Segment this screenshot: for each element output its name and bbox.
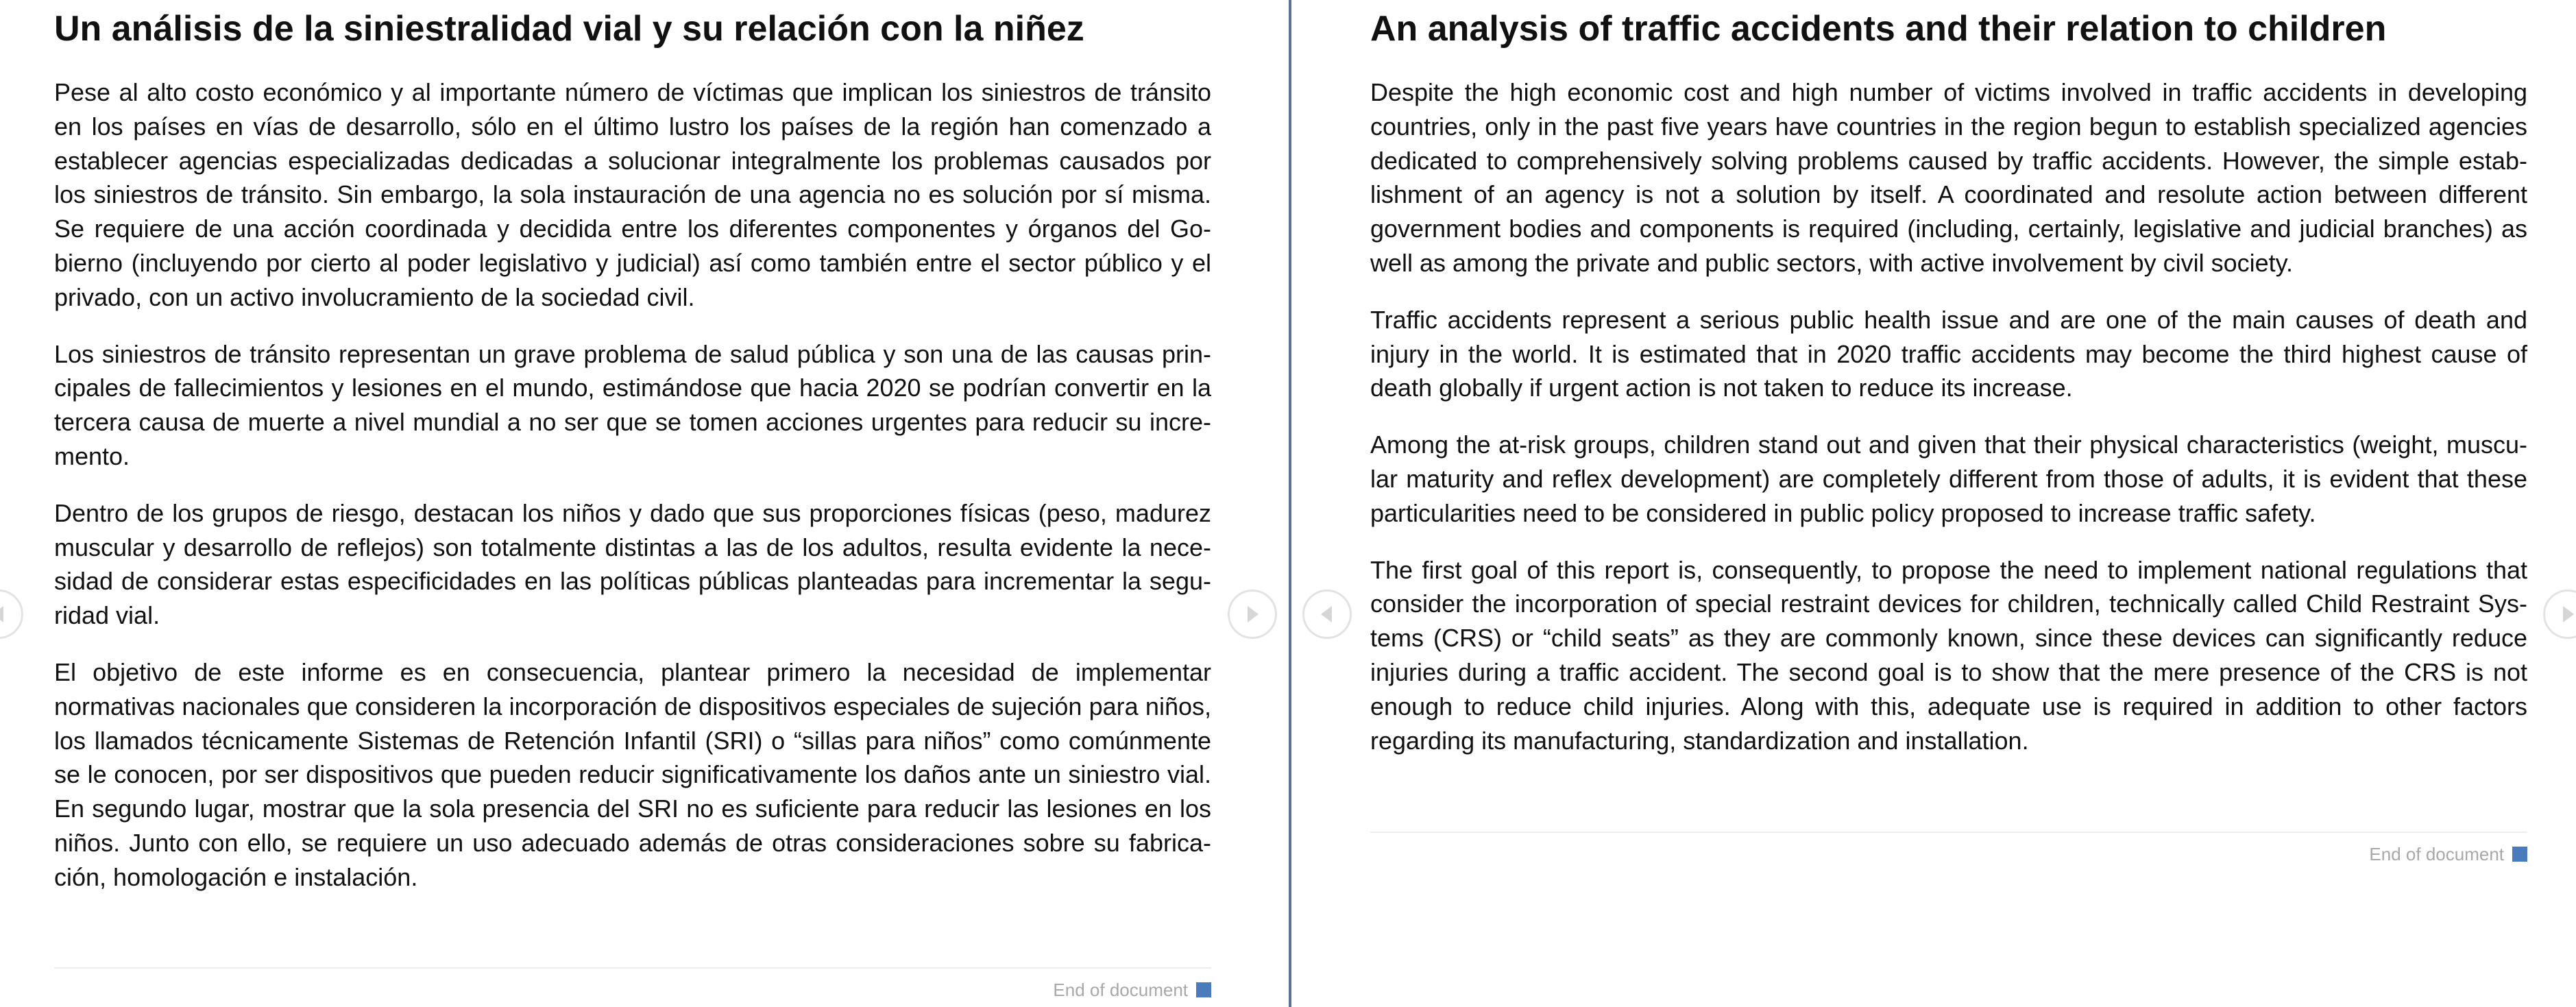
left-end-of-document-label: End of document bbox=[1053, 980, 1188, 1000]
right-document-footer bbox=[1370, 832, 2527, 867]
left-paragraph-4: El objetivo de este informe es en consecuencia, plantear primero la necesidad de implementar normativas nacionales que consideren la incorporación de dispositivos especiales de sujeción para niños, los llamados técnicamente Sistemas de Retención Infantil (SRI) o “sillas para niños” como comúnmente se le conocen, por ser dispositivos que pueden reducir significativamente los daños ante un siniestro vial. En segundo lugar, mostrar que la sola presencia del SRI no es suficiente para reducir las lesiones en los niños. Junto con ello, se requiere un uso adecuado además de otras consideraciones sobre su fabricación, homologación e instalación. bbox=[54, 657, 1211, 891]
right-document bbox=[1370, 0, 2527, 757]
right-pane-prev-button[interactable] bbox=[1302, 590, 1352, 639]
left-document bbox=[54, 0, 1211, 895]
right-end-of-document-label: End of document bbox=[2369, 844, 2504, 864]
end-of-document-marker-icon bbox=[1196, 982, 1211, 997]
chevron-left-icon bbox=[1318, 604, 1336, 624]
right-paragraph-4: The first goal of this report is, consequently, to propose the need to implement national regulations that consider the incorporation of special restraint devices for children, technically called Child Restraint Systems (CRS) or “child seats” as they are commonly known, since these devices can significantly reduce injuries during a traffic accident. The second goal is to show that the mere presence of the CRS is not enough to reduce child injuries. Along with this, adequate use is required in addition to other factors regarding its manufacturing, standardization and installation. bbox=[1370, 555, 2527, 755]
right-paragraph-list bbox=[1370, 75, 2527, 757]
left-document-footer bbox=[54, 967, 1211, 1003]
left-document-title: Un análisis de la siniestralidad vial y su relación con la niñez bbox=[54, 9, 1084, 49]
end-of-document-marker-icon bbox=[2512, 847, 2527, 862]
left-paragraph-3: Dentro de los grupos de riesgo, destacan los niños y dado que sus proporciones físicas (peso, madurez muscular y desarrollo de reflejos) son totalmente distintas a las de los adultos, resulta evidente la necesidad de considerar estas especificidades en las políticas públicas planteadas para incrementar la seguridad vial. bbox=[54, 498, 1211, 630]
right-paragraph-1: Despite the high economic cost and high number of victims involved in traffic accidents in developing countries, only in the past five years have countries in the region begun to establish specialized agencies dedicated to comprehensively solving problems caused by traffic accidents. However, the simple establishment of an agency is not a solution by itself. A coordinated and resolute action between different government bodies and components is required (including, certainly, legislative and judicial branches) as well as among the private and public sectors, with active involvement by civil society. bbox=[1370, 78, 2527, 277]
right-pane bbox=[1291, 0, 2576, 1007]
left-pane-next-button[interactable] bbox=[1228, 590, 1277, 639]
right-document-title: An analysis of traffic accidents and their relation to children bbox=[1370, 9, 2387, 49]
left-paragraph-2: Los siniestros de tránsito representan un grave problema de salud pública y son una de las causas principales de fallecimientos y lesiones en el mundo, estimándose que hacia 2020 se podrían convertir en la tercera causa de muerte a nivel mundial a no ser que se tomen acciones urgentes para reducir su incremento. bbox=[54, 339, 1211, 470]
chevron-right-icon bbox=[1243, 604, 1261, 624]
left-paragraph-list bbox=[54, 75, 1211, 895]
chevron-right-icon bbox=[2559, 604, 2576, 624]
chevron-left-icon bbox=[0, 604, 8, 624]
right-paragraph-2: Traffic accidents represent a serious public health issue and are one of the main causes of death and injury in the world. It is estimated that in 2020 traffic accidents may become the third highest cause of death globally if urgent action is not taken to reduce its increase. bbox=[1370, 305, 2527, 402]
left-paragraph-1: Pese al alto costo económico y al importante número de víctimas que implican los siniestros de tránsito en los países en vías de desarrollo, sólo en el último lustro los países de la región han comenzado a establecer agencias especializadas dedicadas a solucionar integralmente los problemas causados por los siniestros de tránsito. Sin embargo, la sola instauración de una agencia no es solución por sí misma. Se requiere de una acción coordinada y decidida entre los diferentes componentes y órganos del Gobierno (incluyendo por cierto al poder legislativo y judicial) así como también entre el sector público y el privado, con un activo involucramiento de la sociedad civil. bbox=[54, 78, 1211, 311]
right-paragraph-3: Among the at-risk groups, children stand out and given that their physical characteristics (weight, muscular maturity and reflex development) are completely different from those of adults, it is evident that these particularities need to be considered in public policy proposed to increase traffic safety. bbox=[1370, 430, 2527, 527]
